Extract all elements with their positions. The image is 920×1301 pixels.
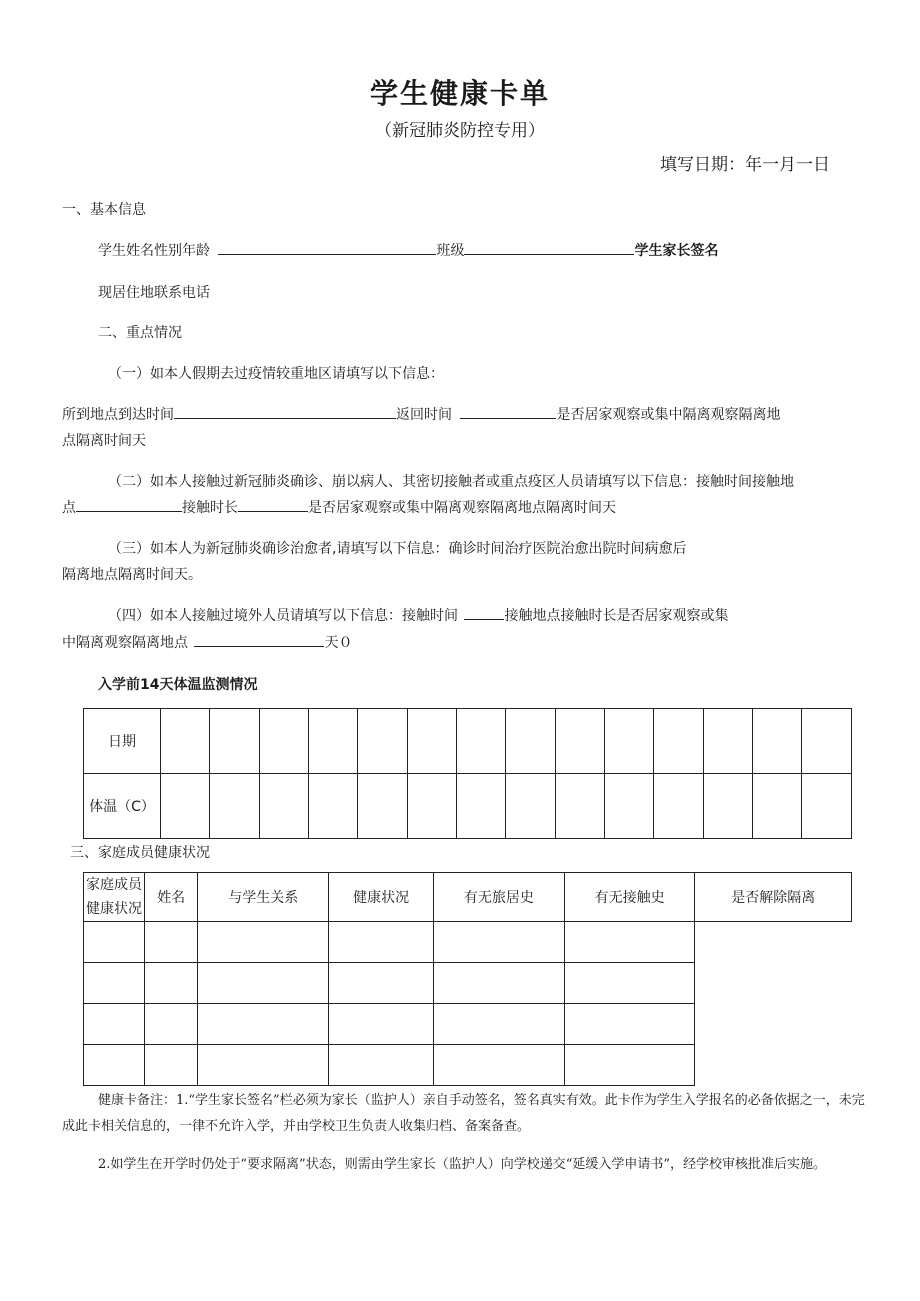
page-subtitle: （新冠肺炎防控专用）	[375, 121, 545, 141]
item4-quarantine-place-label: 中隔离观察隔离地点	[62, 635, 188, 651]
student-info-row	[98, 240, 718, 260]
contact-duration-label: 接触时长	[182, 500, 238, 516]
temperature-value-cell[interactable]	[654, 774, 703, 839]
temperature-date-cell[interactable]	[555, 709, 604, 774]
temperature-value-cell[interactable]	[703, 774, 752, 839]
temperature-value-cell[interactable]	[457, 774, 506, 839]
family-member-cell[interactable]	[329, 1045, 434, 1086]
temperature-date-cell[interactable]	[457, 709, 506, 774]
temperature-value-cell[interactable]	[506, 774, 555, 839]
destination-blank[interactable]	[174, 406, 396, 419]
temperature-value-cell[interactable]	[407, 774, 456, 839]
family-side-label	[84, 873, 145, 922]
temperature-value-cell[interactable]	[605, 774, 654, 839]
family-table-header-row	[84, 873, 852, 922]
temperature-table	[83, 708, 852, 839]
family-health-table	[83, 872, 852, 1086]
family-member-cell[interactable]	[564, 1045, 695, 1086]
temperature-date-cell[interactable]	[753, 709, 802, 774]
item3-line1: （三）如本人为新冠肺炎确诊治愈者,请填写以下信息：确诊时间治疗医院治愈出院时间病愈后	[108, 541, 687, 557]
family-column-header: 有无接触史	[564, 873, 695, 922]
temperature-value-cell[interactable]	[309, 774, 358, 839]
family-member-cell[interactable]	[198, 1004, 329, 1045]
address-phone-label: 现居住地联系电话	[98, 285, 210, 301]
family-member-cell[interactable]	[564, 963, 695, 1004]
overseas-contact-time-blank[interactable]	[464, 607, 504, 620]
temperature-date-cell[interactable]	[605, 709, 654, 774]
family-member-cell[interactable]	[434, 1004, 565, 1045]
family-member-cell[interactable]	[145, 1004, 198, 1045]
item4-line2	[62, 632, 352, 652]
contact-place-blank[interactable]	[76, 499, 182, 512]
temperature-row-label: 体温（C）	[84, 774, 161, 839]
overseas-contact-label: （四）如本人接触过境外人员请填写以下信息：接触时间	[108, 608, 458, 624]
temperature-date-cell[interactable]	[309, 709, 358, 774]
destination-arrival-label: 所到地点到达时间	[62, 407, 174, 423]
contact-place-label: 点	[62, 500, 76, 516]
family-member-cell[interactable]	[145, 922, 198, 963]
temperature-value-cell[interactable]	[358, 774, 407, 839]
date-row-label: 日期	[84, 709, 161, 774]
student-name-blank[interactable]	[218, 242, 436, 255]
item4-days-label: 天０	[324, 635, 353, 651]
item1-intro: （一）如本人假期去过疫情较重地区请填写以下信息：	[108, 366, 444, 382]
temperature-date-cell[interactable]	[210, 709, 259, 774]
family-member-cell[interactable]	[84, 1045, 145, 1086]
family-column-header: 与学生关系	[198, 873, 329, 922]
item2-quarantine-label: 是否居家观察或集中隔离观察隔离地点隔离时间天	[308, 500, 616, 516]
family-column-header: 姓名	[145, 873, 198, 922]
overseas-contact-place-label: 接触地点接触时长是否居家观察或集	[504, 608, 729, 624]
family-member-cell[interactable]	[84, 963, 145, 1004]
family-member-cell[interactable]	[84, 922, 145, 963]
temperature-date-cell[interactable]	[407, 709, 456, 774]
section-family-health-heading: 三、家庭成员健康状况	[70, 845, 210, 861]
temperature-value-cell[interactable]	[259, 774, 308, 839]
fill-date: 填写日期：年一月一日	[660, 155, 830, 175]
family-member-cell[interactable]	[329, 1004, 434, 1045]
temperature-date-cell[interactable]	[161, 709, 210, 774]
family-side-label-line1: 家庭成员	[86, 877, 142, 893]
note-1: 健康卡备注：1.“学生家长签名”栏必须为家长（监护人）亲自手动签名，签名真实有效。此卡作为学生入学报名的必备依据之一，未完成此卡相关信息的，一律不允许入学，并由学校卫生负责人收集归档、备案备查。	[62, 1093, 865, 1134]
class-label: 班级	[436, 243, 465, 259]
family-member-cell[interactable]	[198, 1045, 329, 1086]
temperature-value-row	[84, 774, 852, 839]
parent-signature-label: 学生家长签名	[634, 243, 719, 259]
section-basic-info-heading: 一、基本信息	[62, 202, 146, 218]
family-member-row	[84, 963, 852, 1004]
return-time-label: 返回时间	[396, 407, 452, 423]
family-member-cell[interactable]	[434, 922, 565, 963]
family-column-header: 有无旅居史	[434, 873, 565, 922]
family-member-cell[interactable]	[564, 1004, 695, 1045]
return-time-blank[interactable]	[460, 406, 556, 419]
temperature-value-cell[interactable]	[802, 774, 852, 839]
temperature-date-cell[interactable]	[654, 709, 703, 774]
temperature-value-cell[interactable]	[161, 774, 210, 839]
family-member-cell[interactable]	[198, 922, 329, 963]
quarantine-question-label: 是否居家观察或集中隔离观察隔离地	[556, 407, 781, 423]
family-column-header: 是否解除隔离	[695, 873, 852, 922]
family-member-cell[interactable]	[329, 963, 434, 1004]
class-blank[interactable]	[464, 242, 634, 255]
item4-quarantine-blank[interactable]	[194, 634, 324, 647]
family-member-cell[interactable]	[145, 963, 198, 1004]
temperature-heading: 入学前14天体温监测情况	[98, 677, 258, 693]
family-member-cell[interactable]	[84, 1004, 145, 1045]
family-column-header: 健康状况	[329, 873, 434, 922]
temperature-date-cell[interactable]	[703, 709, 752, 774]
temperature-date-cell[interactable]	[259, 709, 308, 774]
family-member-cell[interactable]	[434, 1045, 565, 1086]
item4-line1	[108, 605, 728, 625]
family-member-row	[84, 1045, 852, 1086]
family-member-cell[interactable]	[434, 963, 565, 1004]
section-key-situation-heading: 二、重点情况	[98, 325, 182, 341]
family-member-cell[interactable]	[564, 922, 695, 963]
contact-duration-blank[interactable]	[238, 499, 308, 512]
item2-line1: （二）如本人接触过新冠肺炎确诊、崩以病人、其密切接触者或重点疫区人员请填写以下信息：接触时间接触地	[108, 474, 794, 490]
family-member-row	[84, 922, 852, 963]
family-member-cell[interactable]	[145, 1045, 198, 1086]
family-member-cell[interactable]	[198, 963, 329, 1004]
temperature-date-cell[interactable]	[506, 709, 555, 774]
family-member-cell[interactable]	[329, 922, 434, 963]
temperature-date-cell[interactable]	[802, 709, 852, 774]
note-2: 2.如学生在开学时仍处于“要求隔离”状态，则需由学生家长（监护人）向学校递交“延缓入学申请书”，经学校审核批准后实施。	[98, 1157, 826, 1172]
page-title: 学生健康卡单	[369, 77, 550, 110]
item1-line1	[62, 404, 780, 424]
temperature-value-cell[interactable]	[555, 774, 604, 839]
item2-line2	[62, 497, 616, 517]
temperature-value-cell[interactable]	[210, 774, 259, 839]
item3-line2: 隔离地点隔离时间天。	[62, 567, 202, 583]
temperature-value-cell[interactable]	[753, 774, 802, 839]
family-side-label-line2: 健康状况	[86, 901, 142, 917]
family-member-row	[84, 1004, 852, 1045]
temperature-date-row	[84, 709, 852, 774]
temperature-date-cell[interactable]	[358, 709, 407, 774]
item1-line2: 点隔离时间天	[62, 433, 146, 449]
student-name-gender-age-label: 学生姓名性别年龄	[98, 243, 210, 259]
